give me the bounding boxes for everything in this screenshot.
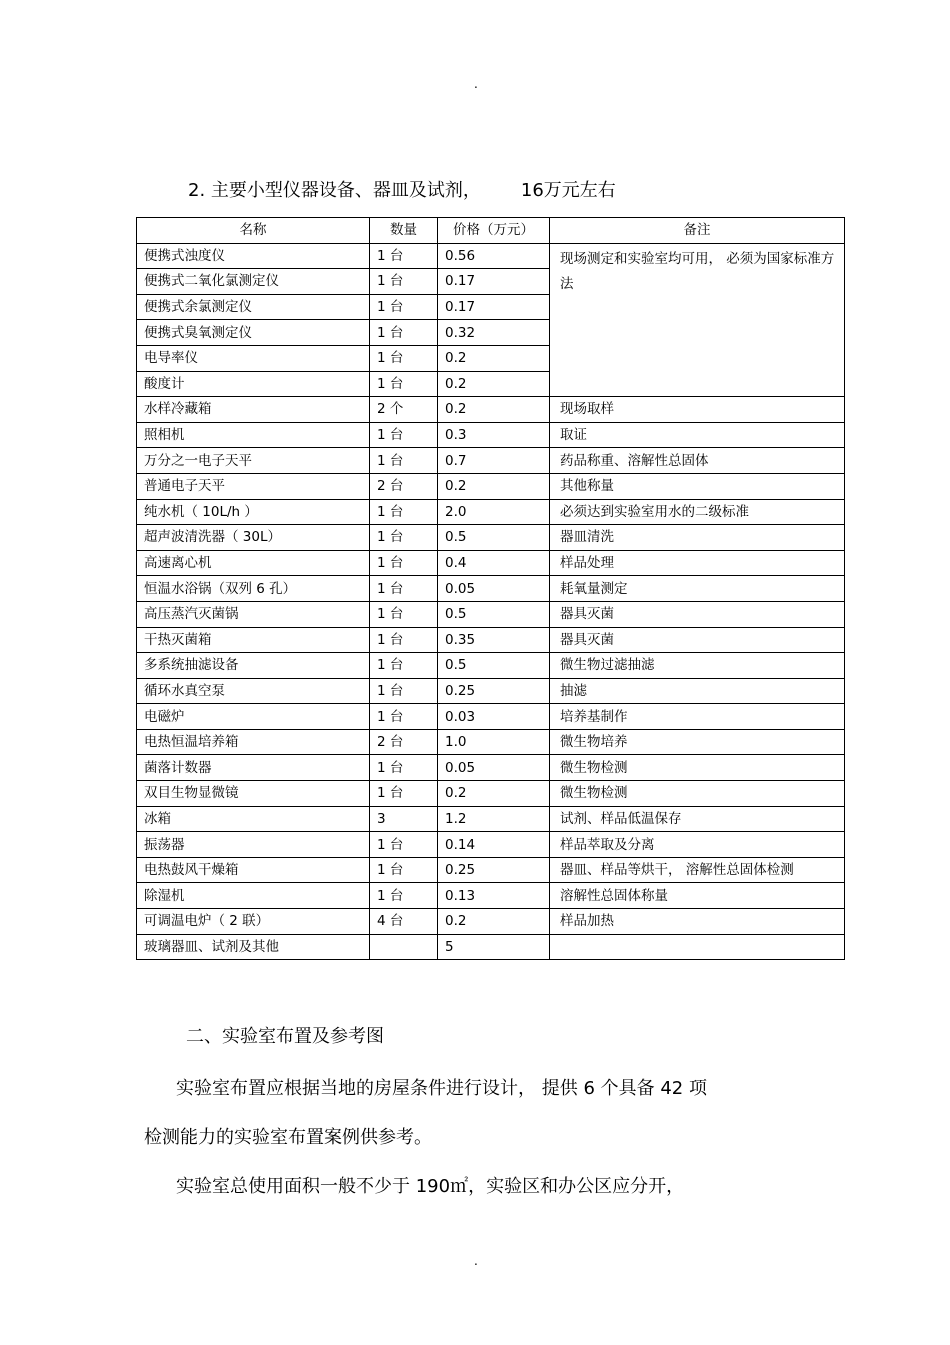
cell-note: 器皿清洗 (550, 525, 845, 551)
cell-name: 电热恒温培养箱 (137, 729, 370, 755)
cell-qty: 1 台 (370, 832, 438, 858)
table-row (137, 883, 845, 909)
heading-amount: 16万元左右 (520, 180, 616, 201)
table-row (137, 704, 845, 730)
cell-note: 必须达到实验室用水的二级标准 (550, 499, 845, 525)
cell-qty: 2 台 (370, 473, 438, 499)
cell-qty: 1 台 (370, 243, 438, 269)
cell-note: 取证 (550, 422, 845, 448)
cell-price: 5 (438, 934, 550, 960)
paragraph-line-2: 检测能力的实验室布置案例供参考。 (144, 1127, 432, 1148)
cell-price: 0.5 (438, 525, 550, 551)
cell-note: 溶解性总固体称量 (550, 883, 845, 909)
cell-note: 微生物检测 (550, 781, 845, 807)
cell-name: 便携式二氧化氯测定仪 (137, 269, 370, 295)
table-row (137, 832, 845, 858)
cell-price: 0.56 (438, 243, 550, 269)
cell-name: 超声波清洗器（ 30L） (137, 525, 370, 551)
cell-name: 水样冷藏箱 (137, 397, 370, 423)
table-row (137, 397, 845, 423)
cell-qty: 1 台 (370, 294, 438, 320)
cell-name: 可调温电炉（ 2 联） (137, 909, 370, 935)
cell-price: 0.14 (438, 832, 550, 858)
table-row (137, 448, 845, 474)
cell-qty: 1 台 (370, 550, 438, 576)
table-header-row (137, 218, 845, 244)
cell-qty: 2 台 (370, 729, 438, 755)
cell-qty: 1 台 (370, 345, 438, 371)
cell-price: 0.4 (438, 550, 550, 576)
cell-price: 0.5 (438, 653, 550, 679)
cell-qty: 1 台 (370, 525, 438, 551)
cell-note: 器具灭菌 (550, 601, 845, 627)
table-row (137, 422, 845, 448)
header-price: 价格（万元） (438, 218, 550, 244)
cell-note: 微生物过滤抽滤 (550, 653, 845, 679)
cell-qty (370, 934, 438, 960)
table-row (137, 934, 845, 960)
table-row (137, 729, 845, 755)
paragraph-line-1: 实验室布置应根据当地的房屋条件进行设计， 提供 6 个具备 42 项 (176, 1078, 707, 1099)
cell-qty: 1 台 (370, 448, 438, 474)
section-title: 二、实验室布置及参考图 (186, 1026, 384, 1047)
cell-name: 多系统抽滤设备 (137, 653, 370, 679)
table-row (137, 576, 845, 602)
header-name: 名称 (137, 218, 370, 244)
table-row (137, 550, 845, 576)
cell-qty: 1 台 (370, 601, 438, 627)
cell-qty: 4 台 (370, 909, 438, 935)
cell-note: 样品处理 (550, 550, 845, 576)
cell-price: 0.05 (438, 755, 550, 781)
cell-name: 便携式臭氧测定仪 (137, 320, 370, 346)
table-row (137, 601, 845, 627)
cell-note: 药品称重、溶解性总固体 (550, 448, 845, 474)
cell-note: 培养基制作 (550, 704, 845, 730)
cell-name: 高压蒸汽灭菌锅 (137, 601, 370, 627)
cell-price: 0.3 (438, 422, 550, 448)
cell-name: 冰箱 (137, 806, 370, 832)
cell-price: 0.2 (438, 909, 550, 935)
cell-note: 样品加热 (550, 909, 845, 935)
cell-qty: 3 (370, 806, 438, 832)
paragraph-line-3 (176, 1173, 684, 1201)
cell-price: 0.13 (438, 883, 550, 909)
cell-name: 便携式浊度仪 (137, 243, 370, 269)
table-row (137, 678, 845, 704)
table-row (137, 781, 845, 807)
cell-name: 除湿机 (137, 883, 370, 909)
heading-text: 2. 主要小型仪器设备、器皿及试剂， (188, 180, 481, 201)
table-row (137, 473, 845, 499)
page-marker-bottom: . (474, 1254, 478, 1268)
cell-qty: 1 台 (370, 422, 438, 448)
cell-note: 现场测定和实验室均可用， 必须为国家标准方法 (550, 243, 845, 397)
cell-price: 0.25 (438, 678, 550, 704)
cell-price: 1.0 (438, 729, 550, 755)
header-qty: 数量 (370, 218, 438, 244)
cell-price: 0.2 (438, 473, 550, 499)
table-row (137, 243, 845, 269)
cell-qty: 1 台 (370, 781, 438, 807)
cell-qty: 1 台 (370, 499, 438, 525)
cell-price: 2.0 (438, 499, 550, 525)
cell-qty: 1 台 (370, 371, 438, 397)
cell-note: 样品萃取及分离 (550, 832, 845, 858)
cell-name: 循环水真空泵 (137, 678, 370, 704)
table-row (137, 806, 845, 832)
cell-price: 0.17 (438, 294, 550, 320)
cell-price: 0.32 (438, 320, 550, 346)
cell-price: 0.5 (438, 601, 550, 627)
cell-price: 0.2 (438, 345, 550, 371)
table-row (137, 909, 845, 935)
cell-qty: 1 台 (370, 857, 438, 883)
cell-qty: 2 个 (370, 397, 438, 423)
cell-qty: 1 台 (370, 627, 438, 653)
cell-note: 现场取样 (550, 397, 845, 423)
page-marker-top: . (474, 77, 478, 91)
cell-note: 其他称量 (550, 473, 845, 499)
cell-qty: 1 台 (370, 653, 438, 679)
cell-note: 微生物检测 (550, 755, 845, 781)
cell-qty: 1 台 (370, 320, 438, 346)
cell-price: 0.2 (438, 371, 550, 397)
cell-price: 0.2 (438, 397, 550, 423)
equipment-table (136, 217, 845, 960)
table-row (137, 653, 845, 679)
cell-note: 器具灭菌 (550, 627, 845, 653)
cell-note: 抽滤 (550, 678, 845, 704)
cell-qty: 1 台 (370, 576, 438, 602)
cell-price: 0.25 (438, 857, 550, 883)
cell-name: 双目生物显微镜 (137, 781, 370, 807)
cell-name: 电磁炉 (137, 704, 370, 730)
cell-name: 照相机 (137, 422, 370, 448)
cell-name: 振荡器 (137, 832, 370, 858)
cell-name: 酸度计 (137, 371, 370, 397)
cell-price: 1.2 (438, 806, 550, 832)
cell-name: 便携式余氯测定仪 (137, 294, 370, 320)
cell-note: 试剂、样品低温保存 (550, 806, 845, 832)
cell-qty: 1 台 (370, 883, 438, 909)
cell-name: 纯水机（ 10L/h ） (137, 499, 370, 525)
cell-price: 0.05 (438, 576, 550, 602)
cell-note: 微生物培养 (550, 729, 845, 755)
cell-price: 0.17 (438, 269, 550, 295)
paragraph-line-3-start: 实验室总使用面积一般不少于 190㎡ (176, 1176, 469, 1197)
cell-qty: 1 台 (370, 269, 438, 295)
cell-name: 电导率仪 (137, 345, 370, 371)
cell-name: 干热灭菌箱 (137, 627, 370, 653)
cell-price: 0.35 (438, 627, 550, 653)
cell-name: 玻璃器皿、试剂及其他 (137, 934, 370, 960)
cell-note: 器皿、样品等烘干， 溶解性总固体检测 (550, 857, 845, 883)
cell-name: 电热鼓风干燥箱 (137, 857, 370, 883)
cell-name: 高速离心机 (137, 550, 370, 576)
cell-note: 耗氧量测定 (550, 576, 845, 602)
cell-price: 0.7 (438, 448, 550, 474)
cell-qty: 1 台 (370, 755, 438, 781)
cell-note (550, 934, 845, 960)
cell-price: 0.03 (438, 704, 550, 730)
table-row (137, 857, 845, 883)
table-row (137, 499, 845, 525)
header-note: 备注 (550, 218, 845, 244)
cell-price: 0.2 (438, 781, 550, 807)
table-row (137, 627, 845, 653)
table-row (137, 755, 845, 781)
paragraph-line-3-end: ，实验区和办公区应分开， (468, 1176, 685, 1197)
cell-name: 恒温水浴锅（双列 6 孔） (137, 576, 370, 602)
cell-name: 菌落计数器 (137, 755, 370, 781)
cell-name: 普通电子天平 (137, 473, 370, 499)
cell-name: 万分之一电子天平 (137, 448, 370, 474)
cell-qty: 1 台 (370, 704, 438, 730)
cell-qty: 1 台 (370, 678, 438, 704)
section-heading (188, 178, 616, 204)
table-row (137, 525, 845, 551)
